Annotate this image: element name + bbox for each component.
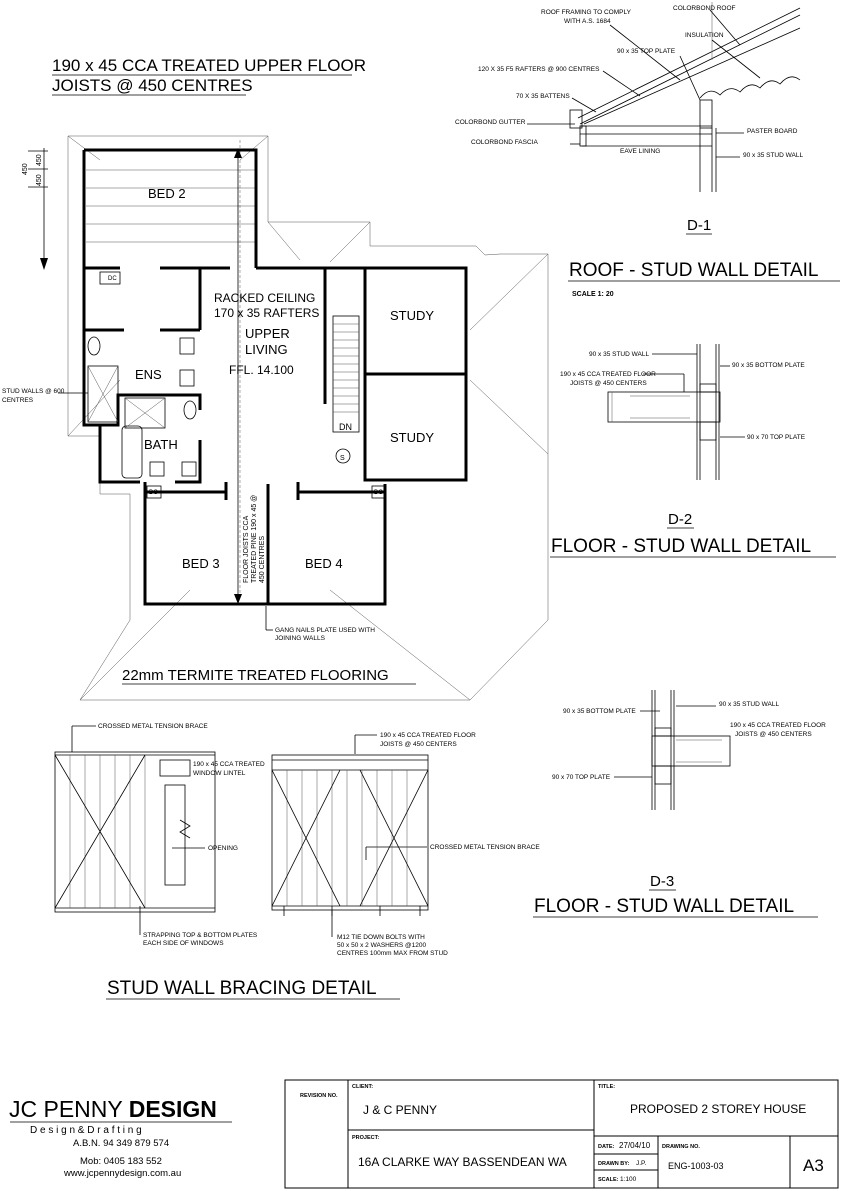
bracing-crossed-1: CROSSED METAL TENSION BRACE (98, 723, 208, 730)
dim-label-top: 450 (36, 154, 43, 166)
d1-colorbond-roof: COLORBOND ROOF (673, 5, 736, 12)
room-label-study-1: STUDY (390, 308, 435, 323)
d3-joists-1: 190 x 45 CCA TREATED FLOOR (730, 722, 826, 729)
toilet-icon (88, 337, 100, 355)
dim-label-left: 450 (22, 163, 29, 175)
d2-joists-2: JOISTS @ 450 CENTERS (570, 380, 647, 387)
title-label: TITLE: (598, 1084, 616, 1090)
project-value: 16A CLARKE WAY BASSENDEAN WA (358, 1155, 567, 1169)
flooring-label: 22mm TERMITE TREATED FLOORING (122, 667, 389, 684)
bracing-lintel-1: 190 x 45 CCA TREATED (193, 761, 265, 768)
revision-label: REVISION NO. (300, 1093, 338, 1099)
project-label: PROJECT: (352, 1135, 380, 1141)
living-line-1: RACKED CEILING (214, 291, 316, 305)
logo-abn: A.B.N. 94 349 879 574 (73, 1138, 170, 1149)
bracing-floor-joists-2: JOISTS @ 450 CENTERS (380, 741, 457, 748)
d1-roof-framing-2: WITH A.S. 1684 (564, 18, 611, 25)
roof-outline (68, 136, 548, 700)
room-label-bed3: BED 3 (182, 556, 220, 571)
detail-d2-floor (550, 344, 836, 557)
d2-top-plate: 90 x 70 TOP PLATE (747, 434, 806, 441)
d2-title: FLOOR - STUD WALL DETAIL (551, 536, 812, 557)
scale-value: 1:100 (620, 1176, 637, 1183)
floor-joist-note-1: FLOOR JOISTS CCA (243, 515, 250, 583)
toilet-icon (184, 401, 196, 419)
drawing-no-value: ENG-1003-03 (668, 1161, 724, 1171)
living-line-4: LIVING (245, 342, 288, 357)
living-line-2: 170 x 35 RAFTERS (214, 306, 320, 320)
drawn-by-value: J.P. (636, 1160, 647, 1167)
d3-joists-2: JOISTS @ 450 CENTERS (735, 731, 812, 738)
d1-paster: PASTER BOARD (747, 128, 798, 135)
d2-code: D-2 (668, 511, 693, 528)
d3-bottom-plate: 90 x 35 BOTTOM PLATE (563, 708, 636, 715)
logo-name-bold: DESIGN (128, 1096, 217, 1122)
bathtub-icon (122, 426, 142, 478)
smoke-detector-label: S (340, 455, 345, 462)
logo-name-plain: JC PENNY (9, 1096, 129, 1122)
d1-scale: SCALE 1: 20 (572, 291, 614, 298)
d1-eave: EAVE LINING (620, 148, 661, 155)
detail-d1-roof (455, 2, 840, 298)
d1-gutter: COLORBOND GUTTER (455, 119, 526, 126)
joists-heading-line2: JOISTS @ 450 CENTRES (52, 76, 253, 95)
drawn-by-label: DRAWN BY: (598, 1161, 630, 1167)
d1-code: D-1 (687, 217, 712, 234)
d1-stud-wall: 90 x 35 STUD WALL (743, 152, 804, 159)
client-label: CLIENT: (352, 1084, 374, 1090)
dc-label: DC (374, 490, 383, 496)
d3-code: D-3 (650, 873, 675, 890)
dc-label: DC (149, 490, 158, 496)
d2-joists-1: 190 x 45 CCA TREATED FLOOR (560, 371, 656, 378)
d1-battens: 70 X 35 BATTENS (516, 93, 570, 100)
bracing-crossed-2: CROSSED METAL TENSION BRACE (430, 844, 540, 851)
d2-bottom-plate: 90 x 35 BOTTOM PLATE (732, 362, 805, 369)
bracing-strapping-1: STRAPPING TOP & BOTTOM PLATES (143, 932, 258, 939)
title-value: PROPOSED 2 STOREY HOUSE (630, 1102, 807, 1116)
stud-walls-note-1: STUD WALLS @ 600 (2, 388, 65, 395)
upper-floor-plan (2, 56, 548, 700)
room-label-bed2: BED 2 (148, 186, 186, 201)
floor-joist-note-3: 450 CENTRES (259, 535, 266, 583)
d1-top-plate: 90 x 35 TOP PLATE (617, 48, 676, 55)
bracing-opening: OPENING (208, 845, 238, 852)
bracing-bolts-3: CENTRES 100mm MAX FROM STUD (337, 950, 448, 957)
dim-label-mid: 450 (36, 174, 43, 186)
d2-stud-wall: 90 x 35 STUD WALL (589, 351, 650, 358)
logo-mobile: Mob: 0405 183 552 (80, 1156, 162, 1167)
d3-stud-wall: 90 x 35 STUD WALL (719, 701, 780, 708)
gang-nail-note-1: GANG NAILS PLATE USED WITH (275, 627, 375, 634)
date-value: 27/04/10 (619, 1141, 651, 1150)
logo-website: www.jcpennydesign.com.au (64, 1168, 182, 1179)
living-line-5: FFL. 14.100 (229, 363, 294, 377)
stairs (333, 316, 359, 432)
bracing-strapping-2: EACH SIDE OF WINDOWS (143, 940, 224, 947)
bracing-floor-joists-1: 190 x 45 CCA TREATED FLOOR (380, 732, 476, 739)
logo-name (9, 1096, 217, 1122)
bracing-bolts-1: M12 TIE DOWN BOLTS WITH (337, 934, 425, 941)
dc-label: DC (108, 276, 117, 282)
bracing-detail (55, 723, 540, 999)
bracing-lintel-2: WINDOW LINTEL (193, 770, 246, 777)
title-block (285, 1080, 838, 1188)
logo-tagline: D e s i g n & D r a f t i n g (30, 1125, 142, 1136)
d1-title: ROOF - STUD WALL DETAIL (569, 260, 819, 281)
room-label-bath: BATH (144, 437, 178, 452)
floor-joist-note-2: TREATED PINE 190 x 45 @ (251, 494, 258, 583)
d1-roof-framing-1: ROOF FRAMING TO COMPLY (541, 9, 631, 16)
room-label-ens: ENS (135, 367, 162, 382)
drawing-no-label: DRAWING NO. (662, 1144, 700, 1150)
d1-fascia: COLORBOND FASCIA (471, 139, 538, 146)
scale-label: SCALE: (598, 1177, 619, 1183)
client-value: J & C PENNY (363, 1103, 438, 1117)
living-line-3: UPPER (245, 326, 290, 341)
detail-d3-floor (533, 690, 826, 917)
bracing-bolts-2: 50 x 50 x 2 WASHERS @1200 (337, 942, 427, 949)
room-label-bed4: BED 4 (305, 556, 343, 571)
d1-insulation: INSULATION (685, 32, 724, 39)
gang-nail-note-2: JOINING WALLS (275, 635, 325, 642)
bracing-title: STUD WALL BRACING DETAIL (107, 978, 377, 999)
bed2-joists (86, 170, 256, 242)
stair-label-dn: DN (339, 422, 352, 432)
room-label-study-2: STUDY (390, 430, 435, 445)
company-logo (9, 1096, 232, 1179)
d1-rafters: 120 X 35 F5 RAFTERS @ 900 CENTRES (478, 66, 600, 73)
stud-walls-note-2: CENTRES (2, 397, 34, 404)
joists-heading-line1: 190 x 45 CCA TREATED UPPER FLOOR (52, 56, 366, 75)
d3-title: FLOOR - STUD WALL DETAIL (534, 896, 795, 917)
d3-top-plate: 90 x 70 TOP PLATE (552, 774, 611, 781)
date-label: DATE: (598, 1144, 615, 1150)
sheet-size: A3 (803, 1156, 824, 1175)
